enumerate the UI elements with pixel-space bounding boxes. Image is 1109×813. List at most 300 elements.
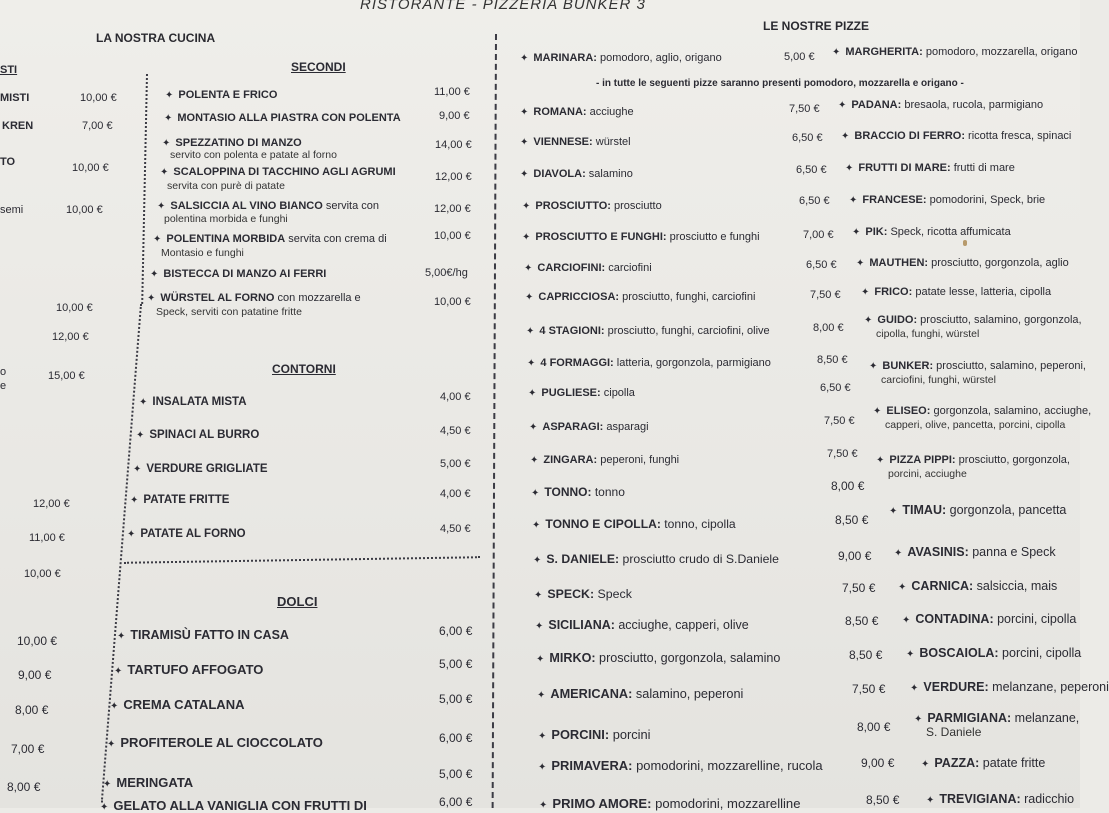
dolci-item: ✦ PROFITEROLE AL CIOCCOLATO	[107, 735, 323, 750]
secondi-item: ✦ MONTASIO ALLA PIASTRA CON POLENTA	[164, 112, 401, 124]
dolci-price: 5,00 €	[439, 767, 473, 781]
pizze-note: - in tutte le seguenti pizze saranno presenti pomodoro, mozzarella e origano -	[596, 78, 964, 89]
pizza-item	[526, 325, 770, 337]
pizza-ingredients: Speck, ricotta affumicata	[887, 226, 1011, 238]
star-icon: ✦	[110, 701, 119, 712]
pizza-name: PUGLIESE:	[541, 387, 601, 399]
star-icon: ✦	[532, 520, 541, 531]
star-icon: ✦	[852, 227, 861, 238]
pizza-item	[539, 796, 800, 811]
pizza-name: MARINARA:	[533, 52, 597, 64]
edge-price: 7,00 €	[11, 742, 45, 756]
pizza-name: SPECK:	[547, 587, 595, 601]
pizza-price: 9,00 €	[838, 549, 872, 563]
contorni-item: ✦ PATATE AL FORNO	[127, 528, 246, 540]
secondi-subtext: Speck, serviti con patatine fritte	[156, 306, 302, 318]
pizza-name: 4 FORMAGGI:	[540, 357, 614, 369]
pizza-price: 7,50 €	[852, 682, 886, 696]
pizza-ingredients: prosciutto, gorgonzola, aglio	[928, 257, 1069, 269]
secondi-header: SECONDI	[291, 60, 346, 74]
pizza-ingredients: patate fritte	[979, 756, 1046, 770]
dolci-item: ✦ CREMA CATALANA	[110, 697, 245, 712]
pizza-ingredients: prosciutto, funghi, carciofini, olive	[604, 325, 770, 337]
pizza-name: CAPRICCIOSA:	[538, 291, 620, 303]
pizza-name: CARCIOFINI:	[537, 262, 606, 274]
dolci-item: ✦ MERINGATA	[103, 775, 194, 790]
pizza-item	[876, 454, 1070, 466]
contorni-item: ✦ INSALATA MISTA	[139, 396, 247, 408]
pizza-ingredients: latteria, gorgonzola, parmigiano	[613, 357, 771, 369]
secondi-item: ✦ WÜRSTEL AL FORNO con mozzarella e	[147, 292, 361, 304]
pizza-ingredients: radicchio	[1020, 792, 1075, 806]
pizza-price: 6,50 €	[799, 195, 830, 207]
pizza-name: PRIMAVERA:	[551, 758, 633, 773]
star-icon: ✦	[162, 138, 171, 149]
pizza-ingredients-continued: capperi, olive, pancetta, porcini, cipolla	[885, 419, 1066, 431]
pizza-ingredients: melanzane,	[1011, 711, 1080, 725]
pizza-item	[520, 52, 722, 64]
pizza-name: TONNO:	[544, 485, 592, 499]
pizza-name: MAUTHEN:	[869, 257, 929, 269]
star-icon: ✦	[534, 590, 543, 601]
star-icon: ✦	[525, 292, 534, 303]
edge-price: 10,00 €	[17, 634, 58, 648]
pizza-item	[520, 106, 634, 118]
edge-price: 9,00 €	[18, 668, 52, 682]
pizza-name: PROSCIUTTO:	[535, 200, 611, 212]
star-icon: ✦	[133, 464, 142, 475]
pizza-name: CONTADINA:	[915, 612, 994, 626]
pizza-item	[538, 727, 650, 742]
pizza-name: FRUTTI DI MARE:	[858, 162, 951, 174]
star-icon: ✦	[150, 269, 159, 280]
pizza-price: 7,50 €	[789, 103, 820, 115]
contorni-price: 5,00 €	[440, 458, 471, 470]
star-icon: ✦	[529, 422, 538, 433]
star-icon: ✦	[530, 455, 539, 466]
pizza-ingredients: frutti di mare	[950, 162, 1015, 174]
pizza-price: 8,50 €	[835, 513, 869, 527]
star-icon: ✦	[139, 397, 148, 408]
star-icon: ✦	[849, 195, 858, 206]
pizza-price: 8,50 €	[849, 648, 883, 662]
pizza-item	[535, 618, 749, 632]
star-icon: ✦	[114, 666, 123, 677]
star-icon: ✦	[539, 800, 548, 811]
pizza-price: 6,50 €	[792, 132, 823, 144]
pizza-name: MIRKO:	[549, 651, 596, 665]
pizza-ingredients: salamino	[585, 168, 633, 180]
pizza-ingredients-continued: cipolla, funghi, würstel	[876, 328, 980, 340]
star-icon: ✦	[536, 654, 545, 665]
star-icon: ✦	[531, 488, 540, 499]
star-icon: ✦	[157, 201, 166, 212]
pizza-item	[856, 257, 1069, 269]
edge-label: e	[0, 380, 7, 392]
pizza-item	[527, 357, 771, 369]
secondi-price: 12,00 €	[434, 203, 471, 215]
star-icon: ✦	[838, 100, 847, 111]
edge-label: TO	[0, 156, 16, 168]
star-icon: ✦	[130, 495, 139, 506]
pizza-price: 8,50 €	[845, 614, 879, 628]
pizza-item	[832, 46, 1078, 58]
star-icon: ✦	[535, 621, 544, 632]
edge-price: 8,00 €	[15, 703, 49, 717]
star-icon: ✦	[520, 53, 529, 64]
pizza-item	[873, 405, 1091, 417]
pizza-item	[841, 130, 1071, 142]
pizza-price: 7,50 €	[827, 448, 858, 460]
pizza-ingredients: panna e Speck	[968, 545, 1056, 559]
pizza-name: 4 STAGIONI:	[539, 325, 605, 337]
pizza-price: 8,00 €	[813, 322, 844, 334]
pizza-item	[921, 756, 1045, 770]
secondi-price: 11,00 €	[434, 86, 470, 98]
pizza-ingredients: tonno	[591, 485, 625, 499]
secondi-item: ✦ POLENTA E FRICO	[165, 89, 278, 101]
star-icon: ✦	[147, 293, 156, 304]
pizza-name: ROMANA:	[533, 106, 587, 118]
pizza-price: 6,50 €	[806, 259, 837, 271]
edge-price: 12,00 €	[33, 498, 70, 510]
pizza-name: BRACCIO DI FERRO:	[854, 130, 965, 142]
pizza-item	[530, 454, 679, 466]
pizza-item	[528, 387, 635, 399]
pizza-ingredients: patate lesse, latteria, cipolla	[912, 286, 1052, 298]
star-icon: ✦	[520, 169, 529, 180]
vertical-divider	[141, 74, 148, 304]
pizza-item	[864, 314, 1082, 326]
pizza-price: 6,50 €	[820, 382, 851, 394]
cucina-header: LA NOSTRA CUCINA	[96, 31, 216, 45]
pizza-ingredients: ricotta fresca, spinaci	[965, 130, 1072, 142]
dolci-price: 5,00 €	[439, 692, 473, 706]
pizza-name: PRIMO AMORE:	[552, 796, 652, 811]
pizza-item	[845, 162, 1015, 174]
pizza-price: 8,50 €	[866, 793, 900, 807]
pizza-item	[531, 485, 625, 499]
pizza-name: TONNO E CIPOLLA:	[545, 517, 661, 531]
star-icon: ✦	[527, 358, 536, 369]
contorni-price: 4,00 €	[440, 391, 471, 403]
star-icon: ✦	[876, 455, 885, 466]
star-icon: ✦	[841, 131, 850, 142]
pizza-name: GUIDO:	[877, 314, 918, 326]
pizza-price: 7,50 €	[842, 581, 876, 595]
star-icon: ✦	[117, 631, 126, 642]
pizza-name: BOSCAIOLA:	[919, 646, 999, 660]
secondi-price: 12,00 €	[435, 171, 472, 183]
pizza-item	[532, 517, 736, 531]
star-icon: ✦	[538, 762, 547, 773]
edge-price: 10,00 €	[24, 568, 61, 580]
pizza-ingredients: asparagi	[603, 421, 649, 433]
pizza-name: PADANA:	[851, 99, 902, 111]
secondi-price: 14,00 €	[435, 139, 472, 151]
star-icon: ✦	[526, 326, 535, 337]
star-icon: ✦	[533, 555, 542, 566]
pizza-ingredients: carciofini	[605, 262, 652, 274]
pizza-item	[522, 231, 760, 243]
edge-price: 10,00 €	[66, 204, 103, 216]
pizza-item	[524, 262, 652, 274]
secondi-subtext: Montasio e funghi	[161, 247, 244, 259]
pizza-ingredients: Speck	[594, 587, 632, 601]
edge-price: 8,00 €	[7, 780, 41, 794]
secondi-item: ✦ SALSICCIA AL VINO BIANCO servita con	[157, 200, 380, 212]
secondi-item: ✦ SCALOPPINA DI TACCHINO AGLI AGRUMI	[160, 166, 396, 178]
secondi-subtext: servita con purè di patate	[167, 180, 285, 192]
contorni-item: ✦ SPINACI AL BURRO	[136, 429, 260, 441]
pizza-price: 7,00 €	[803, 229, 834, 241]
star-icon: ✦	[861, 287, 870, 298]
star-icon: ✦	[538, 731, 547, 742]
edge-price: 10,00 €	[80, 92, 117, 104]
pizza-item	[533, 552, 779, 566]
pizza-name: PIZZA PIPPI:	[889, 454, 956, 466]
pizza-ingredients: pomodorini, Speck, brie	[926, 194, 1046, 206]
pizza-item	[849, 194, 1045, 206]
pizza-name: BUNKER:	[882, 360, 934, 372]
pizza-item	[898, 579, 1057, 593]
pizza-ingredients: pomodorini, mozzarelline, rucola	[632, 758, 823, 773]
pizza-name: PIK:	[865, 226, 888, 238]
star-icon: ✦	[164, 113, 173, 124]
pizze-header: LE NOSTRE PIZZE	[763, 19, 870, 33]
star-icon: ✦	[524, 263, 533, 274]
pizza-name: PAZZA:	[934, 756, 980, 770]
star-icon: ✦	[520, 107, 529, 118]
pizza-item	[926, 792, 1074, 806]
pizza-price: 5,00 €	[784, 51, 815, 63]
vertical-divider	[101, 304, 145, 803]
star-icon: ✦	[864, 315, 873, 326]
contorni-price: 4,00 €	[440, 488, 471, 500]
star-icon: ✦	[926, 795, 935, 806]
dolci-item: ✦ GELATO ALLA VANIGLIA CON FRUTTI DI	[100, 798, 367, 813]
pizza-item	[906, 646, 1081, 660]
pizza-price: 8,00 €	[831, 479, 865, 493]
star-icon: ✦	[832, 47, 841, 58]
restaurant-title: RISTORANTE - PIZZERIA BUNKER 3	[360, 0, 646, 13]
edge-price: 10,00 €	[56, 302, 93, 314]
contorni-price: 4,50 €	[440, 523, 471, 535]
pizza-name: FRANCESE:	[862, 194, 927, 206]
contorni-header: CONTORNI	[272, 362, 336, 376]
pizza-item	[910, 680, 1109, 694]
secondi-price: 9,00 €	[439, 110, 470, 122]
edge-price: 10,00 €	[72, 162, 109, 174]
star-icon: ✦	[528, 388, 537, 399]
star-icon: ✦	[910, 683, 919, 694]
pizza-item	[537, 686, 743, 701]
pizza-ingredients: porcini	[609, 727, 651, 742]
pizza-ingredients: prosciutto, gorgonzola,	[955, 454, 1070, 466]
pizza-item	[538, 758, 823, 773]
star-icon: ✦	[160, 167, 169, 178]
pizza-ingredients: porcini, cipolla	[998, 646, 1082, 660]
pizza-ingredients-continued: S. Daniele	[926, 725, 982, 739]
pizza-ingredients-continued: porcini, acciughe	[888, 468, 967, 480]
pizza-name: VIENNESE:	[533, 136, 593, 148]
column-divider	[492, 34, 497, 808]
dolci-price: 6,00 €	[439, 731, 473, 745]
star-icon: ✦	[103, 779, 112, 790]
pizza-item	[861, 286, 1051, 298]
pizza-ingredients: gorgonzola, salamino, acciughe,	[930, 405, 1092, 417]
pizza-ingredients: porcini, cipolla	[993, 612, 1077, 626]
dolci-item: ✦ TIRAMISÙ FATTO IN CASA	[117, 628, 289, 642]
star-icon: ✦	[921, 759, 930, 770]
pizza-price: 8,50 €	[817, 354, 848, 366]
secondi-item: ✦ BISTECCA DI MANZO AI FERRI	[150, 268, 327, 280]
secondi-item: ✦ SPEZZATINO DI MANZO	[162, 137, 302, 149]
secondi-price: 5,00€/hg	[425, 267, 468, 279]
edge-price: 7,00 €	[82, 120, 113, 132]
pizza-name: CARNICA:	[911, 579, 974, 593]
pizza-name: FRICO:	[874, 286, 913, 298]
pizza-ingredients: acciughe, capperi, olive	[614, 618, 749, 632]
stain-mark	[963, 240, 967, 246]
pizza-ingredients: prosciutto, funghi, carciofini	[619, 291, 756, 303]
star-icon: ✦	[845, 163, 854, 174]
pizza-item	[534, 587, 632, 601]
pizza-item	[529, 421, 649, 433]
star-icon: ✦	[522, 201, 531, 212]
pizza-item	[889, 503, 1066, 517]
pizza-item	[902, 612, 1076, 626]
pizza-ingredients: prosciutto	[610, 200, 662, 212]
pizza-ingredients: peperoni, funghi	[597, 454, 680, 466]
pizza-name: TREVIGIANA:	[939, 792, 1021, 806]
star-icon: ✦	[537, 690, 546, 701]
contorni-item: ✦ VERDURE GRIGLIATE	[133, 463, 268, 475]
edge-price: 15,00 €	[48, 370, 85, 382]
star-icon: ✦	[906, 649, 915, 660]
pizza-item	[520, 136, 631, 148]
pizza-name: S. DANIELE:	[546, 552, 620, 566]
secondi-subtext: polentina morbida e funghi	[164, 213, 288, 225]
pizza-ingredients: salsiccia, mais	[973, 579, 1058, 593]
horizontal-divider	[124, 556, 480, 564]
pizza-item	[852, 226, 1011, 238]
pizza-ingredients: gorgonzola, pancetta	[946, 503, 1067, 517]
star-icon: ✦	[914, 714, 923, 725]
pizza-name: ELISEO:	[886, 405, 931, 417]
star-icon: ✦	[856, 258, 865, 269]
pizza-ingredients: würstel	[592, 136, 631, 148]
pizza-item	[536, 651, 780, 665]
pizza-ingredients: pomodoro, aglio, origano	[596, 52, 722, 64]
dolci-price: 5,00 €	[439, 657, 473, 671]
star-icon: ✦	[869, 361, 878, 372]
edge-price: 11,00 €	[29, 532, 65, 544]
star-icon: ✦	[100, 802, 109, 813]
pizza-item	[894, 545, 1056, 559]
star-icon: ✦	[165, 90, 174, 101]
star-icon: ✦	[153, 234, 162, 245]
pizza-ingredients: tonno, cipolla	[660, 517, 736, 531]
edge-label: o	[0, 366, 7, 378]
star-icon: ✦	[127, 529, 136, 540]
dolci-header: DOLCI	[277, 594, 318, 609]
pizza-price: 6,50 €	[796, 164, 827, 176]
pizza-item	[838, 99, 1043, 111]
pizza-item	[869, 360, 1086, 372]
star-icon: ✦	[873, 406, 882, 417]
star-icon: ✦	[902, 615, 911, 626]
pizza-name: PROSCIUTTO E FUNGHI:	[535, 231, 667, 243]
pizza-name: AVASINIS:	[907, 545, 969, 559]
pizza-ingredients: cipolla	[600, 387, 635, 399]
pizza-name: DIAVOLA:	[533, 168, 586, 180]
star-icon: ✦	[107, 739, 116, 750]
pizza-name: ZINGARA:	[543, 454, 598, 466]
pizza-item	[522, 200, 662, 212]
pizza-ingredients: prosciutto crudo di S.Daniele	[619, 552, 779, 566]
pizza-name: ASPARAGI:	[542, 421, 604, 433]
pizza-name: PARMIGIANA:	[927, 711, 1012, 725]
secondi-price: 10,00 €	[434, 230, 471, 242]
pizza-name: TIMAU:	[902, 503, 947, 517]
contorni-item: ✦ PATATE FRITTE	[130, 494, 230, 506]
dolci-price: 6,00 €	[439, 795, 473, 809]
star-icon: ✦	[520, 137, 529, 148]
pizza-price: 8,00 €	[857, 720, 891, 734]
pizza-ingredients: prosciutto, salamino, gorgonzola,	[917, 314, 1082, 326]
edge-label: KREN	[2, 120, 34, 132]
dolci-item: ✦ TARTUFO AFFOGATO	[114, 662, 264, 677]
pizza-name: MARGHERITA:	[845, 46, 923, 58]
edge-price: 12,00 €	[52, 331, 89, 343]
contorni-price: 4,50 €	[440, 425, 471, 437]
star-icon: ✦	[522, 232, 531, 243]
star-icon: ✦	[889, 506, 898, 517]
edge-label: semi	[0, 204, 24, 216]
pizza-ingredients: salamino, peperoni	[632, 686, 744, 701]
pizza-ingredients: pomodorini, mozzarelline	[651, 796, 801, 811]
secondi-subtext: servito con polenta e patate al forno	[170, 149, 337, 161]
edge-label: STI	[0, 64, 18, 76]
pizza-ingredients: prosciutto, gorgonzola, salamino	[595, 651, 781, 665]
pizza-price: 7,50 €	[824, 415, 855, 427]
pizza-ingredients: prosciutto e funghi	[666, 231, 760, 243]
pizza-name: PORCINI:	[551, 727, 610, 742]
edge-label: MISTI	[0, 92, 30, 104]
pizza-ingredients: melanzane, peperoni	[988, 680, 1109, 694]
pizza-item	[520, 168, 633, 180]
pizza-name: AMERICANA:	[550, 686, 633, 701]
pizza-name: VERDURE:	[923, 680, 989, 694]
secondi-price: 10,00 €	[434, 296, 471, 308]
star-icon: ✦	[898, 582, 907, 593]
dolci-price: 6,00 €	[439, 624, 473, 638]
pizza-price: 9,00 €	[861, 756, 895, 770]
pizza-ingredients: pomodoro, mozzarella, origano	[922, 46, 1078, 58]
secondi-item: ✦ POLENTINA MORBIDA servita con crema di	[153, 233, 387, 245]
pizza-price: 7,50 €	[810, 289, 841, 301]
pizza-ingredients: prosciutto, salamino, peperoni,	[933, 360, 1086, 372]
pizza-ingredients: acciughe	[586, 106, 634, 118]
pizza-name: SICILIANA:	[548, 618, 615, 632]
pizza-item	[525, 291, 755, 303]
pizza-item	[914, 711, 1079, 725]
pizza-ingredients: bresaola, rucola, parmigiano	[901, 99, 1044, 111]
pizza-ingredients-continued: carciofini, funghi, würstel	[881, 374, 996, 386]
star-icon: ✦	[894, 548, 903, 559]
star-icon: ✦	[136, 430, 145, 441]
